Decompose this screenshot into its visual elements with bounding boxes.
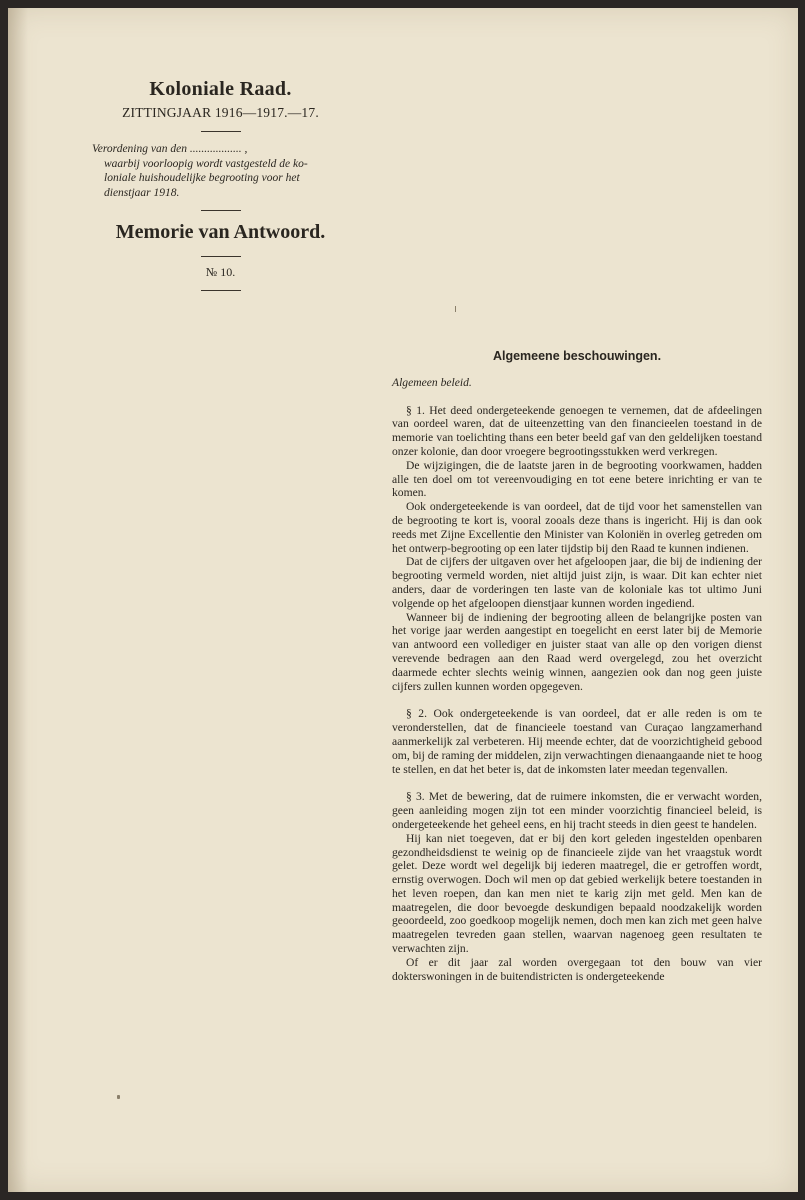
divider xyxy=(201,290,241,291)
divider xyxy=(201,210,241,211)
paragraph: Wanneer bij de indiening der begrooting alleen de belangrijke posten van het vorige jaar werden aangestipt en toegelicht en eerst later bij de Memorie van antwoord een vollediger en juister staat van alle op den vorigen dienst verevende bedragen aan den Raad werd overgelegd, zou het overzicht daarmede echter slechts weinig winnen, aangezien ook dan nog geen juiste cijfers zullen kunnen worden opgegeven. xyxy=(392,610,762,693)
paragraph: Dat de cijfers der uitgaven over het afgeloopen jaar, die bij de indiening der begrooting vermeld worden, niet altijd juist zijn, is waar. Dit kan echter niet anders, daar de vorderingen ten laste van de koloniale kas tot ultimo Juni volgende op het afgeloopen dienstjaar kunnen worden ingediend. xyxy=(392,555,762,610)
document-number: № 10. xyxy=(205,265,236,279)
paragraph: § 2. Ook ondergeteekende is van oordeel, dat er alle reden is om te veronderstellen, dat de financieele toestand van Curaçao langzamerhand aanmerkelijk zal verbeteren. Hij meende echter, dat de voorzichtigheid gebood om, bij de raming der middelen, zijn verwachtingen dienaangaande niet te hoog te stellen, en dat het beter is, dat de inkomsten later meedan tegenvallen. xyxy=(392,707,762,776)
regulation-line: loniale huishoudelijke begrooting voor het xyxy=(104,172,300,184)
session-year: ZITTINGJAAR 1916—1917.—17. xyxy=(122,105,319,120)
divider xyxy=(201,131,241,132)
paper-speck xyxy=(117,1095,120,1099)
section-heading: Algemeene beschouwingen. xyxy=(492,349,662,363)
regulation-line: Verordening van den .................. , xyxy=(92,143,248,155)
header-block xyxy=(88,78,353,301)
council-title: Koloniale Raad. xyxy=(149,78,292,100)
paragraph: § 1. Het deed ondergeteekende genoegen te vernemen, dat de afdeelingen van oordeel waren, dat de uiteenzetting van den financieelen toestand in de memorie van toelichting thans een beter beeld gaf van den geldelijken toestand onzer kolonie, dan door vroegere begrootingsstukken werd verkregen. xyxy=(392,403,762,458)
regulation-line: dienstjaar 1918. xyxy=(104,186,180,199)
document-title: Memorie van Antwoord. xyxy=(115,221,326,243)
paragraph: Of er dit jaar zal worden overgegaan tot den bouw van vier dokterswoningen in de buitendistricten is ondergeteekende xyxy=(392,955,762,983)
subheading: Algemeen beleid. xyxy=(392,375,472,389)
paper-mark xyxy=(455,306,456,312)
paragraph: § 3. Met de bewering, dat de ruimere inkomsten, die er verwacht worden, geen aanleiding mogen zijn tot een minder voorzichtig financieel beleid, is ondergeteekende het geheel eens, en hij tracht steeds in dien geest te handelen. xyxy=(392,790,762,831)
divider xyxy=(201,256,241,257)
regulation-line: waarbij voorloopig wordt vastgesteld de ko- xyxy=(104,157,308,170)
section-3 xyxy=(392,790,762,983)
body-text xyxy=(392,350,762,983)
paragraph: Ook ondergeteekende is van oordeel, dat de tijd voor het samenstellen van de begrooting te kort is, vooral zooals deze thans is ingericht. Hij is dan ook reeds met Zijne Excellentie den Minister van Koloniën in overleg getreden om het ontwerp-begrooting op een later tijdstip bij den Raad te kunnen indienen. xyxy=(392,500,762,555)
section-2 xyxy=(392,707,762,776)
document-page xyxy=(8,8,798,1192)
section-1 xyxy=(392,404,762,694)
paragraph: Hij kan niet toegeven, dat er bij den kort geleden ingestelden openbaren gezondheidsdienst te weinig op de financieele zijde van het vraagstuk wordt gelet. Deze wordt wel degelijk bij iederen maatregel, die er getroffen wordt, ernstig overwogen. Doch wil men op dat gebied werkelijk betere toestanden in het leven roepen, dan kan men niet te karig zijn met geld. Men kan de maatregelen, die door bevoegde deskundigen bepaald noodzakelijk worden geoordeeld, zoo goedkoop mogelijk nemen, doch men kan zich met geen halve maatregelen tevreden gaan stellen, waarvan nagenoeg geen resultaten te verwachten zijn. xyxy=(392,831,762,956)
paragraph: De wijzigingen, die de laatste jaren in de begrooting voorkwamen, hadden alle ten doel om tot vereenvoudiging en tot eene betere inrichting er van te komen. xyxy=(392,458,762,500)
regulation-description xyxy=(88,142,353,200)
